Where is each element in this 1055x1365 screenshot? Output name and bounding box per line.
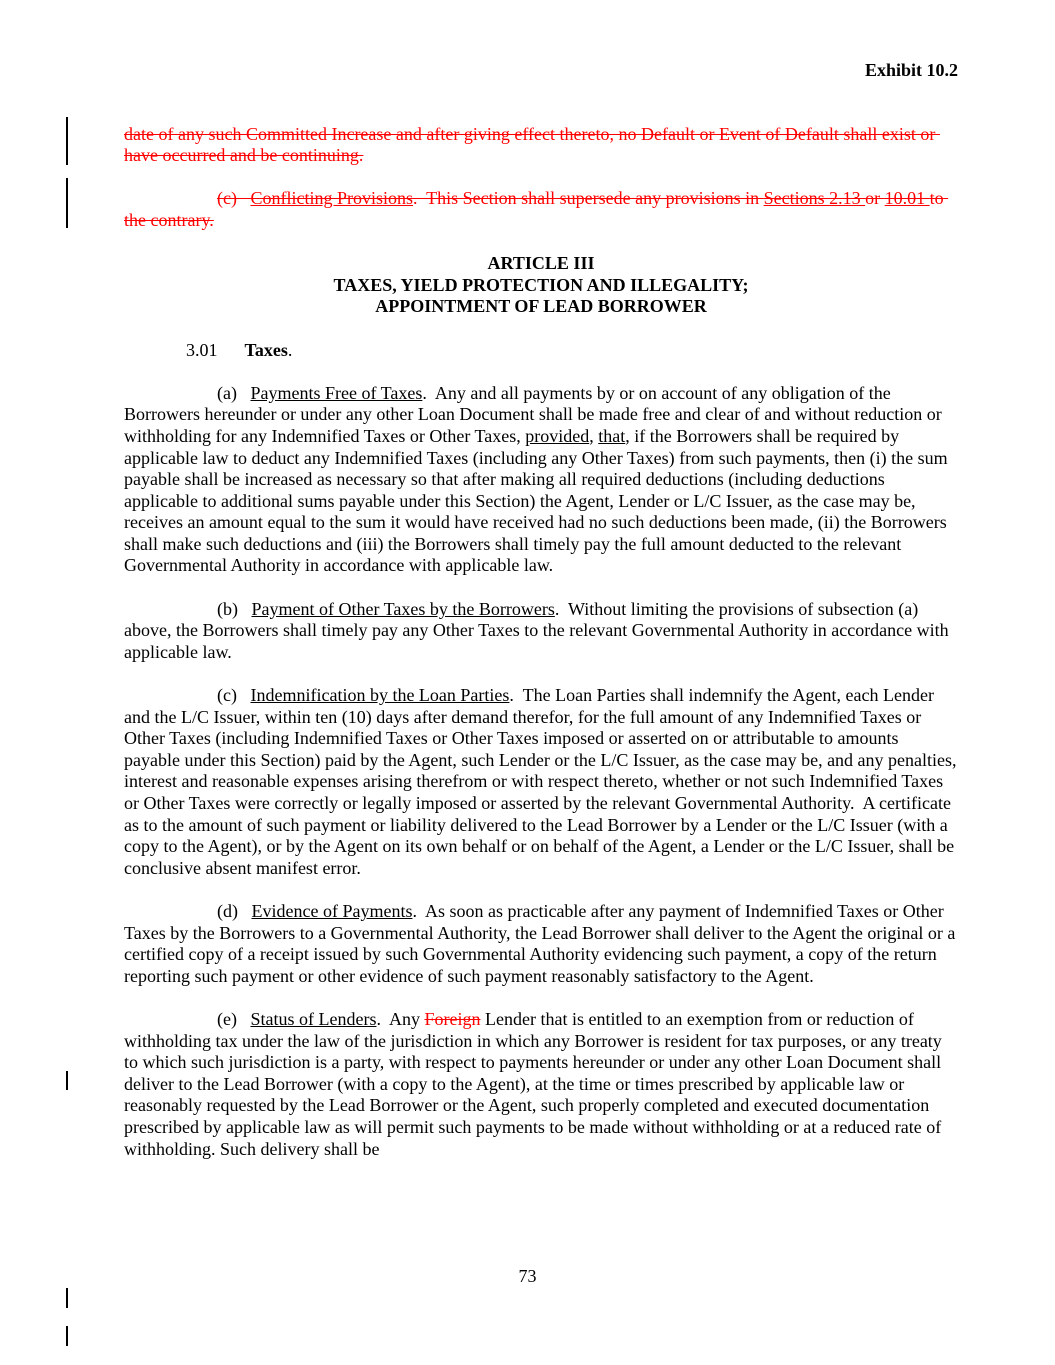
underlined-text: that (598, 425, 626, 446)
text-run: . The Loan Parties shall indemnify the Agent, each Lender and the L/C Issuer, within ten (10) days after demand therefor, for the full amount of any Indemnified Taxes or Other Taxes (including Indemnified Taxes or Other Taxes imposed or asserted on or attributable to amounts payable under this Section) paid by the Agent, such Lender or the L/C Issuer, as the case may be, and any penalties, interest and reasonable expenses arising therefrom or with respect thereto, whether or not such Indemnified Taxes or Other Taxes were correctly or legally imposed or asserted by the relevant Governmental Authority. A certificate as to the amount of such payment or liability delivered to the Lead Borrower by a Lender or the L/C Issuer (with a copy to the Agent), or by the Agent on its own behalf or on behalf of the Agent, a Lender or the L/C Issuer, shall be conclusive absent manifest error. (124, 685, 962, 878)
text-run: (c) (217, 685, 251, 706)
text-run: . Without limiting the provisions of subsection (a) above, the Borrowers shall timely pay any Other Taxes to the relevant Governmental Authority in accordance with applicable law. (124, 598, 954, 662)
redline-deleted-text: 10.01 (884, 188, 930, 209)
section-3-01-taxes (124, 340, 958, 362)
article-number: ARTICLE III (487, 253, 595, 274)
underlined-text: Indemnification by the Loan Parties (250, 685, 510, 706)
page-number: 73 (518, 1266, 537, 1286)
underlined-text: Payments Free of Taxes (250, 382, 423, 403)
paragraph-e-status-of-lenders (124, 1009, 958, 1160)
change-bar (66, 1326, 68, 1346)
redline-deleted-text: date of any such Committed Increase and after giving effect thereto, no Default or Event of Default shall exist or have occurred and be continuing. (124, 123, 940, 166)
text-run: , if the Borrowers shall be required by applicable law to deduct any Indemnified Taxes (including any Other Taxes) from such payments, then (i) the sum payable shall be increased as necessary so that after making all required deductions (including deductions applicable to additional sums payable under this Section) the Agent, Lender or L/C Issuer, as the case may be, receives an amount equal to the sum it would have received had no such deductions been made, (ii) the Borrowers shall make such deductions and (iii) the Borrowers shall timely pay the full amount deducted to the relevant Governmental Authority in accordance with applicable law. (124, 425, 953, 576)
paragraph-d-evidence-of-payments (124, 901, 958, 987)
redline-deleted-text: Conflicting Provisions (250, 188, 413, 209)
deleted-paragraph-conflicting-provisions (124, 188, 958, 231)
paragraph-a-payments-free-of-taxes (124, 383, 958, 577)
document-body (124, 60, 962, 1182)
redline-deleted-text: . This Section shall supersede any provisions in (413, 188, 764, 209)
change-bar (66, 178, 68, 228)
text-run: 3.01 (186, 339, 245, 360)
change-bar (66, 1288, 68, 1308)
change-bar (66, 1071, 68, 1090)
text-run: Lender that is entitled to an exemption from or reduction of withholding tax under the law of the jurisdiction in which any Borrower is resident for tax purposes, or any treaty to which such jurisdiction is a party, with respect to payments hereunder or under any other Loan Document shall deliver to the Lead Borrower (with a copy to the Agent), at the time or times prescribed by applicable law or reasonably requested by the Lead Borrower or the Agent, such properly completed and executed documentation prescribed by applicable law as will permit such payments to be made without withholding or at a reduced rate of withholding. Such delivery shall be (124, 1008, 947, 1159)
article-title-line1: TAXES, YIELD PROTECTION AND ILLEGALITY; (333, 274, 749, 295)
redline-deleted-text: Sections 2.13 (763, 188, 866, 209)
underlined-text: Status of Lenders (250, 1008, 377, 1029)
paragraph-b-payment-of-other-taxes (124, 599, 958, 664)
text-run: . Any (376, 1008, 425, 1029)
bold-text: Taxes (244, 339, 288, 360)
article-heading (124, 253, 958, 318)
text-run: . Any and all payments by or on account of any obligation of the Borrowers hereunder or under any other Loan Document shall be made free and clear of and without reduction or withholding for any Indemnified Taxes or Other Taxes, (124, 382, 947, 446)
text-run: (d) (217, 900, 252, 921)
text-run: (b) (217, 598, 252, 619)
redline-deleted-text: Foreign (424, 1008, 481, 1029)
redline-deleted-text: or (865, 188, 885, 209)
text-run: , (589, 425, 599, 446)
change-bar (66, 117, 68, 165)
text-run: (a) (217, 382, 251, 403)
text-run: . As soon as practicable after any payment of Indemnified Taxes or Other Taxes by the Borrowers to a Governmental Authority, the Lead Borrower shall deliver to the Agent the original or a certified copy of a receipt issued by such Governmental Authority evidencing such payment, a copy of the return reporting such payment or other evidence of such payment reasonably satisfactory to the Agent. (124, 900, 960, 986)
deleted-paragraph-continuation (124, 124, 958, 167)
underlined-text: Payment of Other Taxes by the Borrowers (251, 598, 555, 619)
exhibit-label: Exhibit 10.2 (864, 60, 958, 80)
redline-deleted-text: (c) (217, 188, 251, 209)
article-title-line2: APPOINTMENT OF LEAD BORROWER (375, 296, 707, 317)
underlined-text: Evidence of Payments (251, 900, 413, 921)
text-run: (e) (217, 1008, 251, 1029)
underlined-text: provided (525, 425, 590, 446)
paragraph-c-indemnification (124, 685, 962, 879)
redline-deleted-text: to the contrary. (124, 188, 949, 230)
text-run: . (287, 339, 293, 360)
